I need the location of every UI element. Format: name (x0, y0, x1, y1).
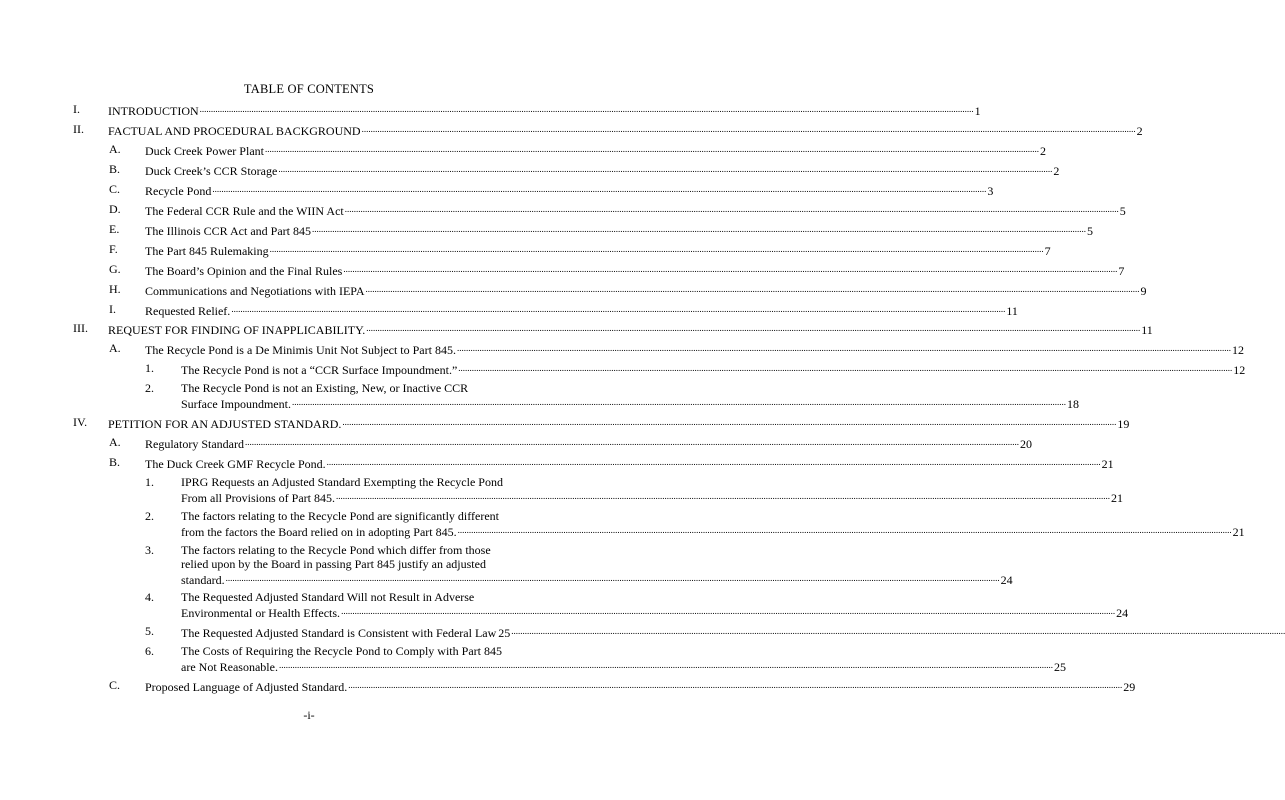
toc-entry-factors-significantly-different[interactable] (0, 509, 1245, 539)
leader-dots: ........................................................................................................................................................................................................................................................................................................................................................ (361, 124, 1136, 134)
leader-dots: ........................................................................................................................................................................................................................................................................................................................................................ (457, 525, 1232, 535)
entry-page: 25 (1053, 660, 1066, 674)
entry-page: 7 (1044, 244, 1051, 258)
entry-page: 20 (1019, 437, 1032, 451)
entry-text: Communications and Negotiations with IEPA (145, 284, 365, 298)
entry-text-line1: The factors relating to the Recycle Pond are significantly different (181, 509, 499, 523)
entry-text: Recycle Pond (145, 184, 212, 198)
entry-number: IV. (73, 415, 88, 429)
leader-dots: ........................................................................................................................................................................................................................................................................................................................................................ (199, 104, 974, 114)
page-number-footer: -i- (303, 708, 315, 722)
leader-dots: ........................................................................................................................................................................................................................................................................................................................................................ (344, 204, 1119, 214)
leader-dots: ........................................................................................................................................................................................................................................................................................................................................................ (212, 184, 987, 194)
entry-text: The Illinois CCR Act and Part 845 (145, 224, 311, 238)
leader-dots: ........................................................................................................................................................................................................................................................................................................................................................ (366, 323, 1141, 333)
entry-number: D. (109, 202, 121, 216)
entry-text-line2: Surface Impoundment. (181, 397, 291, 411)
entry-page: 11 (1006, 304, 1018, 318)
leader-dots: ........................................................................................................................................................................................................................................................................................................................................................ (511, 626, 1285, 636)
leader-dots: ........................................................................................................................................................................................................................................................................................................................................................ (341, 606, 1116, 616)
entry-page: 7 (1118, 264, 1125, 278)
leader-dots: ........................................................................................................................................................................................................................................................................................................................................................ (365, 284, 1140, 294)
leader-dots: ........................................................................................................................................................................................................................................................................................................................................................ (264, 144, 1039, 154)
entry-text: The Duck Creek GMF Recycle Pond. (145, 457, 326, 471)
entry-text-line1: The Requested Adjusted Standard Will not Result in Adverse (181, 590, 475, 604)
leader-dots: ........................................................................................................................................................................................................................................................................................................................................................ (326, 457, 1101, 467)
entry-page: 24 (1116, 606, 1129, 620)
entry-text-line1: The Costs of Requiring the Recycle Pond to Comply with Part 845 (181, 644, 502, 658)
entry-page: 21 (1101, 457, 1114, 471)
leader-dots: ........................................................................................................................................................................................................................................................................................................................................................ (312, 224, 1086, 234)
leader-dots: ........................................................................................................................................................................................................................................................................................................................................................ (225, 573, 1000, 583)
entry-number: H. (109, 282, 121, 296)
toc-entry-iprg-requests[interactable] (0, 475, 1124, 505)
entry-text-line1: The Recycle Pond is not an Existing, New, or Inactive CCR (181, 381, 469, 395)
leader-dots: ........................................................................................................................................................................................................................................................................................................................................................ (342, 417, 1117, 427)
entry-text: FACTUAL AND PROCEDURAL BACKGROUND (108, 124, 361, 138)
entry-text: INTRODUCTION (108, 104, 199, 118)
entry-page: 24 (1000, 573, 1013, 587)
entry-text: The Requested Adjusted Standard is Consistent with Federal Law (181, 626, 497, 640)
entry-number: 4. (145, 590, 154, 604)
entry-number: 1. (145, 475, 154, 489)
toc-entry-not-existing-new-inactive[interactable] (0, 381, 1079, 411)
leader-dots: ........................................................................................................................................................................................................................................................................................................................................................ (269, 244, 1044, 254)
leader-dots: ........................................................................................................................................................................................................................................................................................................................................................ (336, 491, 1111, 501)
entry-text: The Board’s Opinion and the Final Rules (145, 264, 343, 278)
entry-text: Duck Creek Power Plant (145, 144, 264, 158)
leader-dots: ........................................................................................................................................................................................................................................................................................................................................................ (244, 437, 1019, 447)
entry-number: A. (109, 341, 121, 355)
leader-dots: ........................................................................................................................................................................................................................................................................................................................................................ (278, 660, 1053, 670)
entry-page: 12 (1231, 343, 1244, 357)
leader-dots: ........................................................................................................................................................................................................................................................................................................................................................ (348, 680, 1123, 690)
entry-number: B. (109, 455, 121, 469)
entry-number: 6. (145, 644, 154, 658)
entry-text: PETITION FOR AN ADJUSTED STANDARD. (108, 417, 342, 431)
entry-text-line1: IPRG Requests an Adjusted Standard Exempting the Recycle Pond (181, 475, 503, 489)
entry-text: The Recycle Pond is not a “CCR Surface Impoundment.” (181, 363, 458, 377)
entry-text-line2: From all Provisions of Part 845. (181, 491, 336, 505)
entry-page: 25 (498, 626, 511, 640)
entry-page: 29 (1123, 680, 1136, 694)
leader-dots: ........................................................................................................................................................................................................................................................................................................................................................ (291, 397, 1066, 407)
entry-text: Duck Creek’s CCR Storage (145, 164, 278, 178)
entry-number: 1. (145, 361, 154, 375)
leader-dots: ........................................................................................................................................................................................................................................................................................................................................................ (278, 164, 1053, 174)
entry-page: 5 (1087, 224, 1093, 238)
entry-number: III. (73, 321, 88, 335)
entry-number: F. (109, 242, 118, 256)
toc-entry-factors-justify[interactable] (0, 543, 1013, 587)
entry-page: 12 (1233, 363, 1246, 377)
entry-text: The Recycle Pond is a De Minimis Unit Not Subject to Part 845. (145, 343, 456, 357)
entry-page: 21 (1111, 491, 1124, 505)
toc-entry-costs-not-reasonable[interactable] (0, 644, 1066, 674)
entry-text: The Part 845 Rulemaking (145, 244, 269, 258)
entry-page: 2 (1039, 144, 1046, 158)
entry-text-line2: from the factors the Board relied on in adopting Part 845. (181, 525, 457, 539)
entry-number: E. (109, 222, 120, 236)
entry-number: G. (109, 262, 121, 276)
entry-page: 2 (1053, 164, 1060, 178)
entry-page: 9 (1140, 284, 1147, 298)
entry-text-line1: The factors relating to the Recycle Pond which differ from those (181, 543, 491, 557)
entry-number: 3. (145, 543, 154, 557)
entry-page: 21 (1232, 525, 1245, 539)
entry-text-line2: Environmental or Health Effects. (181, 606, 341, 620)
leader-dots: ........................................................................................................................................................................................................................................................................................................................................................ (456, 343, 1231, 353)
leader-dots: ........................................................................................................................................................................................................................................................................................................................................................ (231, 304, 1006, 314)
entry-page: 19 (1117, 417, 1130, 431)
entry-page: 18 (1066, 397, 1079, 411)
entry-page: 2 (1136, 124, 1143, 138)
toc-title: TABLE OF CONTENTS (243, 82, 375, 96)
entry-number: A. (109, 435, 121, 449)
entry-number: B. (109, 162, 121, 176)
entry-number: 2. (145, 509, 154, 523)
entry-text: The Federal CCR Rule and the WIIN Act (145, 204, 344, 218)
entry-page: 1 (974, 104, 981, 118)
entry-text-line2: are Not Reasonable. (181, 660, 278, 674)
entry-number: 2. (145, 381, 154, 395)
entry-number: I. (109, 302, 116, 316)
entry-page: 11 (1141, 323, 1153, 337)
entry-number: A. (109, 142, 121, 156)
leader-dots: ........................................................................................................................................................................................................................................................................................................................................................ (343, 264, 1118, 274)
entry-text-line2: relied upon by the Board in passing Part 845 justify an adjusted (181, 557, 486, 571)
entry-number: I. (73, 102, 80, 116)
entry-text-line3: standard. (181, 573, 225, 587)
leader-dots: ........................................................................................................................................................................................................................................................................................................................................................ (458, 363, 1233, 373)
entry-number: II. (73, 122, 84, 136)
entry-page: 5 (1119, 204, 1126, 218)
entry-number: 5. (145, 624, 154, 638)
entry-number: C. (109, 182, 121, 196)
entry-number: C. (109, 678, 121, 692)
entry-text: Proposed Language of Adjusted Standard. (145, 680, 348, 694)
entry-text: REQUEST FOR FINDING OF INAPPLICABILITY. (108, 323, 366, 337)
entry-text: Regulatory Standard (145, 437, 244, 451)
toc-entry-no-adverse-effects[interactable] (0, 590, 1129, 620)
entry-page: 3 (987, 184, 994, 198)
entry-text: Requested Relief. (145, 304, 231, 318)
